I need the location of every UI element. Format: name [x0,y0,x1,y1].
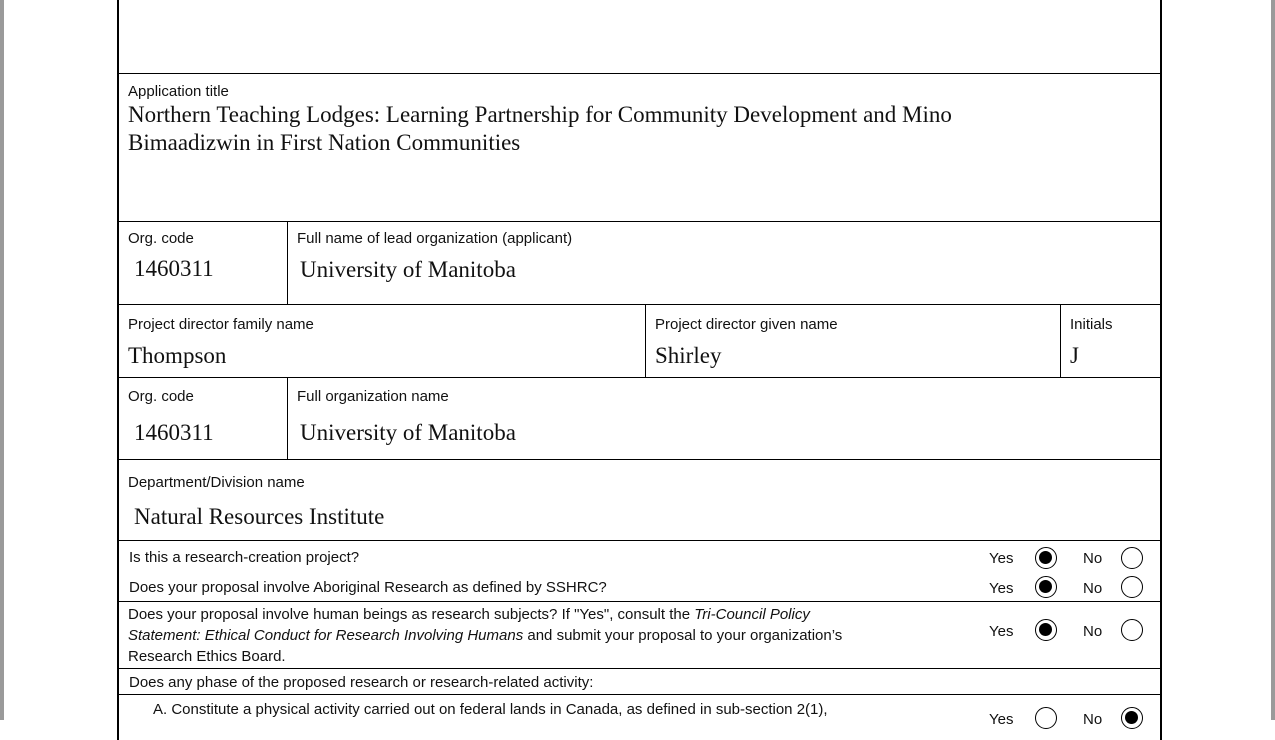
question-human-subjects [128,604,868,667]
human-subjects-yes-radio[interactable] [1035,619,1057,641]
director-given-name-label: Project director given name [655,316,838,333]
divider [119,694,1160,695]
question-research-creation: Is this a research-creation project? [129,549,360,566]
director-org-name-value: University of Manitoba [300,420,516,445]
divider [119,459,1160,460]
federal-lands-no-radio[interactable] [1121,707,1143,729]
question-aboriginal-research: Does your proposal involve Aboriginal Research as defined by SSHRC? [129,579,607,596]
question-human-subjects-text-b: and submit your proposal to your organization’s Research Ethics Board. [128,627,843,665]
application-title-label: Application title [128,83,229,100]
column-divider [287,221,288,304]
application-form [117,0,1162,740]
lead-org-name-label: Full name of lead organization (applicant) [297,230,573,247]
director-org-code-value: 1460311 [134,420,214,445]
divider [119,73,1160,74]
lead-org-name-value: University of Manitoba [300,257,516,282]
no-label: No [1083,623,1103,640]
divider [119,377,1160,378]
yes-label: Yes [989,711,1014,728]
director-org-name-label: Full organization name [297,388,449,405]
page-edge-right [1271,0,1275,720]
column-divider [1060,304,1061,377]
director-initials-value: J [1070,343,1079,368]
director-family-name-value: Thompson [128,343,227,368]
divider [119,601,1160,602]
no-label: No [1083,580,1103,597]
director-given-name-value: Shirley [655,343,722,368]
aboriginal-research-yes-radio[interactable] [1035,576,1057,598]
research-creation-no-radio[interactable] [1121,547,1143,569]
director-initials-label: Initials [1070,316,1113,333]
lead-org-code-label: Org. code [128,230,194,247]
application-title-line-2: Bimaadizwin in First Nation Communities [128,130,521,155]
department-value: Natural Resources Institute [134,504,385,529]
yes-label: Yes [989,580,1014,597]
question-human-subjects-text-a: Does your proposal involve human beings as research subjects? If "Yes", consult the [128,606,691,623]
page-edge-left [0,0,4,720]
no-label: No [1083,550,1103,567]
no-label: No [1083,711,1103,728]
aboriginal-research-no-radio[interactable] [1121,576,1143,598]
application-title-line-1: Northern Teaching Lodges: Learning Partnership for Community Development and Mino [128,102,952,127]
column-divider [645,304,646,377]
divider [119,304,1160,305]
question-phase-intro: Does any phase of the proposed research or research-related activity: [129,674,594,691]
lead-org-code-value: 1460311 [134,256,214,281]
yes-label: Yes [989,623,1014,640]
research-creation-yes-radio[interactable] [1035,547,1057,569]
column-divider [287,377,288,459]
divider [119,221,1160,222]
director-family-name-label: Project director family name [128,316,314,333]
divider [119,668,1160,669]
federal-lands-yes-radio[interactable] [1035,707,1057,729]
tri-council-policy-title: Tri-Council Policy Statement: Ethical Conduct for Research Involving Humans [128,606,810,644]
director-org-code-label: Org. code [128,388,194,405]
divider [119,540,1160,541]
yes-label: Yes [989,550,1014,567]
question-federal-lands: A. Constitute a physical activity carried out on federal lands in Canada, as defined in sub-section 2(1), [153,701,828,718]
department-label: Department/Division name [128,474,305,491]
human-subjects-no-radio[interactable] [1121,619,1143,641]
